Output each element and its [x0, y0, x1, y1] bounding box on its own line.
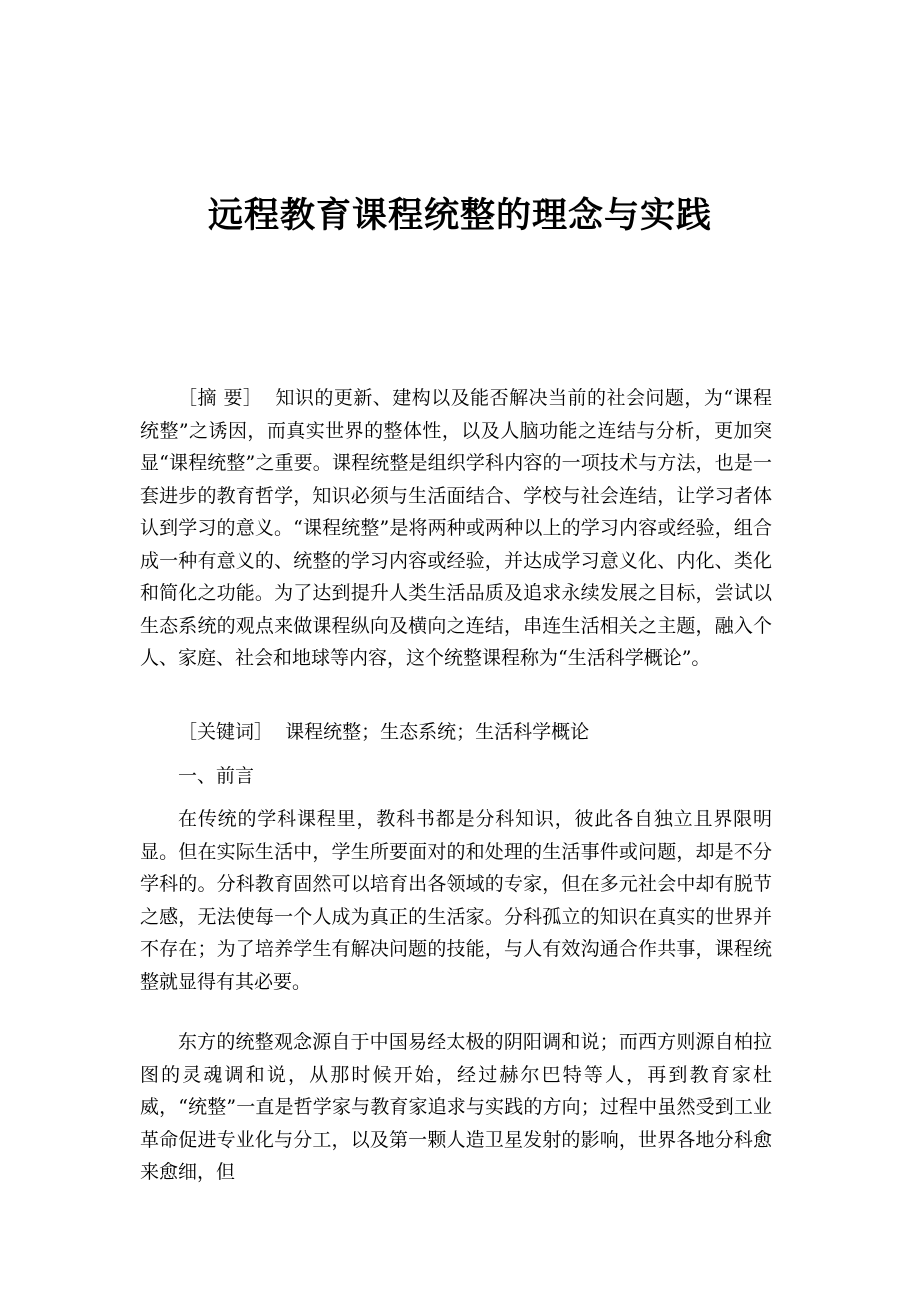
- keywords-label: ［关键词］: [178, 721, 274, 743]
- document-title: 远程教育课程统整的理念与实践: [207, 195, 712, 236]
- body-paragraph-2: 东方的统整观念源自于中国易经太极的阴阳调和说；而西方则源自柏拉图的灵魂调和说，从那时候开始，经过赫尔巴特等人，再到教育家杜威，“统整”一直是哲学家与教育家追求与实践的方向；过程中虽然受到工业革命促进专业化与分工，以及第一颗人造卫星发射的影响，世界各地分科愈来愈细，但: [140, 1031, 772, 1183]
- body-paragraph-1: 在传统的学科课程里，教科书都是分科知识，彼此各自独立且界限明显。但在实际生活中，学生所要面对的和处理的生活事件或问题，却是不分学科的。分科教育固然可以培育出各领域的专家，但在多元社会中却有脱节之感，无法使每一个人成为真正的生活家。分科孤立的知识在真实的世界并不存在；为了培养学生有解决问题的技能，与人有效沟通合作共事，课程统整就显得有其必要。: [140, 808, 772, 993]
- keywords-paragraph: [140, 716, 772, 749]
- section-heading-introduction: 一、前言: [178, 765, 255, 787]
- abstract-label: ［摘 要］: [178, 387, 263, 409]
- keywords-text: 课程统整；生态系统；生活科学概论: [285, 721, 590, 743]
- abstract-text: 知识的更新、建构以及能否解决当前的社会问题，为“课程统整”之诱因，而真实世界的整体性，以及人脑功能之连结与分析，更加突显“课程统整”之重要。课程统整是组织学科内容的一项技术与方法，也是一套进步的教育哲学，知识必须与生活面结合、学校与社会连结，让学习者体认到学习的意义。“课程统整”是将两种或两种以上的学习内容或经验，组合成一种有意义的、统整的学习内容或经验，并达成学习意义化、内化、类化和简化之功能。为了达到提升人类生活品质及追求永续发展之目标，尝试以生态系统的观点来做课程纵向及横向之连结，串连生活相关之主题，融入个人、家庭、社会和地球等内容，这个统整课程称为“生活科学概论”。: [140, 387, 772, 669]
- abstract-paragraph: [140, 382, 772, 675]
